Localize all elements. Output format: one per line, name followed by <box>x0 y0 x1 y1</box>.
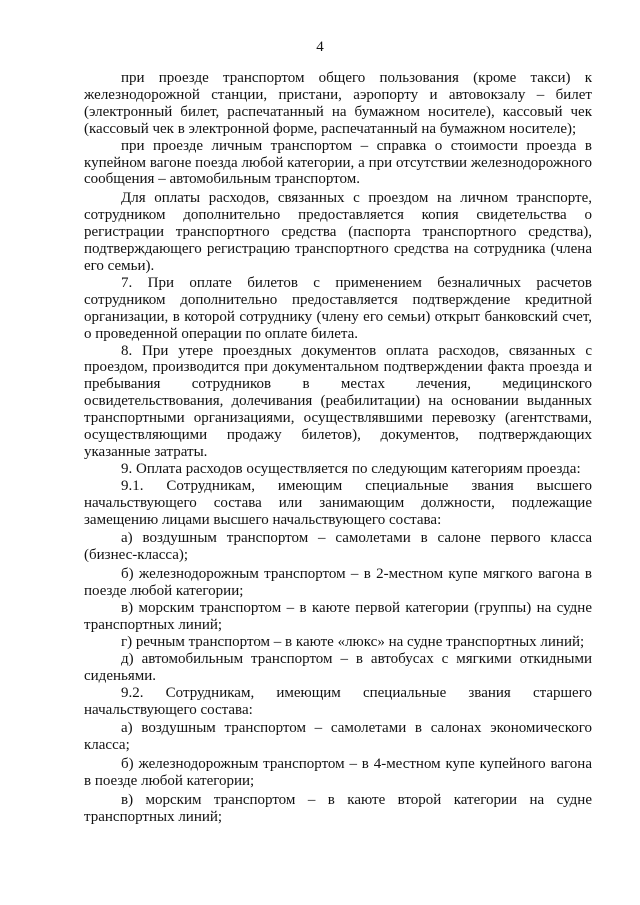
page-number: 4 <box>316 39 324 55</box>
document-body <box>84 70 592 826</box>
paragraph-8-lost-documents: 8. При утере проездных документов оплата расходов, связанных с проездом, производится при документальном подтверждении факта проезда и пребывания сотрудников в местах лечения, медицинского освидетельствования, долечивания (реабилитации) на основании выданных транспортными организациями, осуществлявшими перевозку (агентствами, осуществляющими продажу билетов), документов, подтверждающих указанные затраты. <box>84 342 592 460</box>
paragraph-public-transport-receipt: при проезде транспортом общего пользования (кроме такси) к железнодорожной станции, пристани, аэропорту и автовокзалу – билет (электронный билет, распечатанный на бумажном носителе), кассовый чек (кассовый чек в электронной форме, распечатанный на бумажном носителе); <box>84 70 592 137</box>
list-item-9-2-b-rail: б) железнодорожным транспортом – в 4-местном купе купейного вагона в поезде любой категории; <box>84 756 592 790</box>
paragraph-9-2-senior-staff: 9.2. Сотрудникам, имеющим специальные звания старшего начальствующего состава: <box>84 684 592 718</box>
list-item-9-1-b-rail: б) железнодорожным транспортом – в 2-местном купе мягкого вагона в поезде любой категории; <box>84 566 592 600</box>
paragraph-vehicle-registration-copy: Для оплаты расходов, связанных с проездом на личном транспорте, сотрудником дополнительно предоставляется копия свидетельства о регистрации транспортного средства (паспорта транспортного средства), подтверждающего регистрацию транспортного средства на сотрудника (члена его семьи). <box>84 190 592 274</box>
paragraph-7-cashless-payment: 7. При оплате билетов с применением безналичных расчетов сотрудником дополнительно предоставляется подтверждение кредитной организации, в которой сотруднику (члену его семьи) открыт банковский счет, о проведенной операции по оплате билета. <box>84 274 592 342</box>
list-item-9-1-g-river: г) речным транспортом – в каюте «люкс» на судне транспортных линий; <box>121 633 585 650</box>
list-item-9-1-a-air: а) воздушным транспортом – самолетами в салоне первого класса (бизнес-класса); <box>84 530 592 564</box>
list-item-9-2-a-air: а) воздушным транспортом – самолетами в салонах экономического класса; <box>84 720 592 754</box>
list-item-9-1-d-road: д) автомобильным транспортом – в автобусах с мягкими откидными сиденьями. <box>84 650 592 684</box>
paragraph-9-travel-categories: 9. Оплата расходов осуществляется по следующим категориям проезда: <box>121 460 581 477</box>
paragraph-personal-transport-certificate: при проезде личным транспортом – справка о стоимости проезда в купейном вагоне поезда любой категории, а при отсутствии железнодорожного сообщения – автомобильным транспортом. <box>84 137 592 188</box>
list-item-9-2-v-sea: в) морским транспортом – в каюте второй категории на судне транспортных линий; <box>84 792 592 825</box>
list-item-9-1-v-sea: в) морским транспортом – в каюте первой категории (группы) на судне транспортных линий; <box>84 600 592 633</box>
paragraph-9-1-senior-command: 9.1. Сотрудникам, имеющим специальные звания высшего начальствующего состава или занимающим должности, подлежащие замещению лицами высшего начальствующего состава: <box>84 477 592 528</box>
